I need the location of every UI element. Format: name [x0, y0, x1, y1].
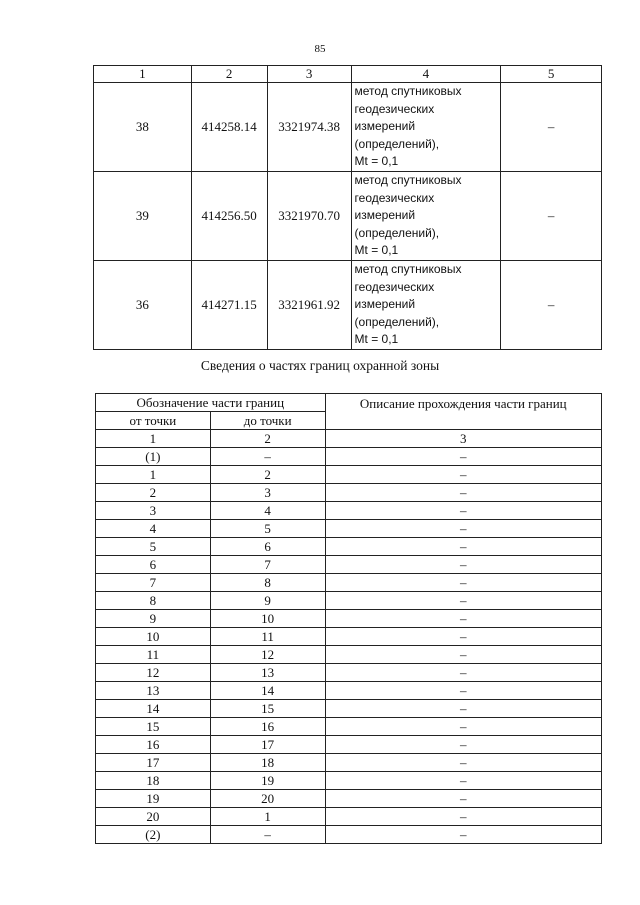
description-cell: –	[325, 556, 601, 574]
table-row	[96, 664, 602, 682]
description-cell: –	[325, 538, 601, 556]
description-cell: –	[325, 628, 601, 646]
table-row	[96, 538, 602, 556]
from-point: 10	[96, 628, 211, 646]
description-cell: –	[325, 484, 601, 502]
from-point: 6	[96, 556, 211, 574]
note-cell: –	[501, 261, 602, 350]
parts-header-row	[96, 394, 602, 412]
point-id: 38	[94, 83, 192, 172]
to-point: 4	[210, 502, 325, 520]
to-point: 19	[210, 772, 325, 790]
parts-table-body	[96, 448, 602, 844]
from-point: 13	[96, 682, 211, 700]
method-line: Mt = 0,1	[354, 154, 399, 169]
point-id: 39	[94, 172, 192, 261]
table-row	[96, 790, 602, 808]
table-row	[96, 772, 602, 790]
to-point: 1	[210, 808, 325, 826]
header-description: Описание прохождения части границ	[325, 394, 601, 430]
column-number: 5	[501, 66, 602, 83]
from-point: (2)	[96, 826, 211, 844]
table-row	[96, 700, 602, 718]
note-cell: –	[501, 83, 602, 172]
coordinates-table	[93, 65, 602, 350]
table-row	[96, 574, 602, 592]
method-line: метод спутниковых	[354, 84, 462, 99]
to-point: 10	[210, 610, 325, 628]
method-line: Mt = 0,1	[354, 332, 399, 347]
description-cell: –	[325, 574, 601, 592]
from-point: 7	[96, 574, 211, 592]
coord-x: 414256.50	[191, 172, 267, 261]
to-point: –	[210, 826, 325, 844]
to-point: 15	[210, 700, 325, 718]
from-point: 16	[96, 736, 211, 754]
description-cell: –	[325, 826, 601, 844]
method-cell	[351, 261, 501, 350]
to-point: 3	[210, 484, 325, 502]
method-line: метод спутниковых	[354, 262, 462, 277]
to-point: 7	[210, 556, 325, 574]
column-number: 1	[94, 66, 192, 83]
method-line: Mt = 0,1	[354, 243, 399, 258]
boundary-parts-table	[95, 393, 602, 844]
coord-y: 3321974.38	[267, 83, 351, 172]
table-row	[96, 610, 602, 628]
table-row	[96, 718, 602, 736]
from-point: 5	[96, 538, 211, 556]
from-point: 2	[96, 484, 211, 502]
description-cell: –	[325, 754, 601, 772]
to-point: 8	[210, 574, 325, 592]
from-point: 17	[96, 754, 211, 772]
table-row	[96, 502, 602, 520]
to-point: 5	[210, 520, 325, 538]
description-cell: –	[325, 682, 601, 700]
to-point: –	[210, 448, 325, 466]
description-cell: –	[325, 772, 601, 790]
description-cell: –	[325, 592, 601, 610]
parts-column-numbers	[96, 430, 602, 448]
column-number: 1	[96, 430, 211, 448]
method-line: измерений	[354, 208, 416, 223]
column-number: 3	[325, 430, 601, 448]
from-point: (1)	[96, 448, 211, 466]
description-cell: –	[325, 718, 601, 736]
to-point: 12	[210, 646, 325, 664]
column-number: 2	[210, 430, 325, 448]
description-cell: –	[325, 466, 601, 484]
table-row	[96, 682, 602, 700]
description-cell: –	[325, 610, 601, 628]
table-row	[96, 808, 602, 826]
description-cell: –	[325, 808, 601, 826]
to-point: 13	[210, 664, 325, 682]
column-number: 4	[351, 66, 501, 83]
coord-y: 3321970.70	[267, 172, 351, 261]
point-id: 36	[94, 261, 192, 350]
method-line: геодезических	[354, 279, 435, 294]
method-line: (определений),	[354, 225, 440, 240]
table-row	[96, 646, 602, 664]
method-line: измерений	[354, 297, 416, 312]
table-row	[96, 592, 602, 610]
header-group: Обозначение части границ	[96, 394, 326, 412]
header-to: до точки	[210, 412, 325, 430]
to-point: 16	[210, 718, 325, 736]
from-point: 19	[96, 790, 211, 808]
to-point: 9	[210, 592, 325, 610]
table-row	[96, 466, 602, 484]
page-number: 85	[314, 43, 326, 55]
to-point: 18	[210, 754, 325, 772]
column-number: 2	[191, 66, 267, 83]
to-point: 20	[210, 790, 325, 808]
column-number: 3	[267, 66, 351, 83]
method-cell	[351, 83, 501, 172]
method-line: (определений),	[354, 314, 440, 329]
table-row	[96, 484, 602, 502]
description-cell: –	[325, 790, 601, 808]
note-cell: –	[501, 172, 602, 261]
coord-x: 414258.14	[191, 83, 267, 172]
from-point: 18	[96, 772, 211, 790]
to-point: 11	[210, 628, 325, 646]
header-from: от точки	[96, 412, 211, 430]
table-row	[96, 754, 602, 772]
table-row	[96, 736, 602, 754]
to-point: 6	[210, 538, 325, 556]
method-line: метод спутниковых	[354, 173, 462, 188]
coord-x: 414271.15	[191, 261, 267, 350]
table-row	[96, 628, 602, 646]
description-cell: –	[325, 448, 601, 466]
description-cell: –	[325, 646, 601, 664]
from-point: 20	[96, 808, 211, 826]
table-row	[94, 172, 602, 261]
to-point: 2	[210, 466, 325, 484]
method-line: геодезических	[354, 101, 435, 116]
from-point: 15	[96, 718, 211, 736]
method-line: измерений	[354, 119, 416, 134]
table-row	[96, 448, 602, 466]
coord-y: 3321961.92	[267, 261, 351, 350]
from-point: 12	[96, 664, 211, 682]
method-cell	[351, 172, 501, 261]
table-row	[96, 826, 602, 844]
method-line: геодезических	[354, 190, 435, 205]
from-point: 8	[96, 592, 211, 610]
table-row	[94, 83, 602, 172]
section-title: Сведения о частях границ охранной зоны	[200, 358, 440, 373]
coordinates-table-header	[94, 66, 602, 83]
table-row	[94, 261, 602, 350]
description-cell: –	[325, 700, 601, 718]
from-point: 3	[96, 502, 211, 520]
description-cell: –	[325, 520, 601, 538]
to-point: 17	[210, 736, 325, 754]
description-cell: –	[325, 502, 601, 520]
from-point: 14	[96, 700, 211, 718]
method-line: (определений),	[354, 136, 440, 151]
from-point: 1	[96, 466, 211, 484]
description-cell: –	[325, 664, 601, 682]
from-point: 9	[96, 610, 211, 628]
description-cell: –	[325, 736, 601, 754]
table-row	[96, 556, 602, 574]
from-point: 4	[96, 520, 211, 538]
to-point: 14	[210, 682, 325, 700]
table-row	[96, 520, 602, 538]
from-point: 11	[96, 646, 211, 664]
